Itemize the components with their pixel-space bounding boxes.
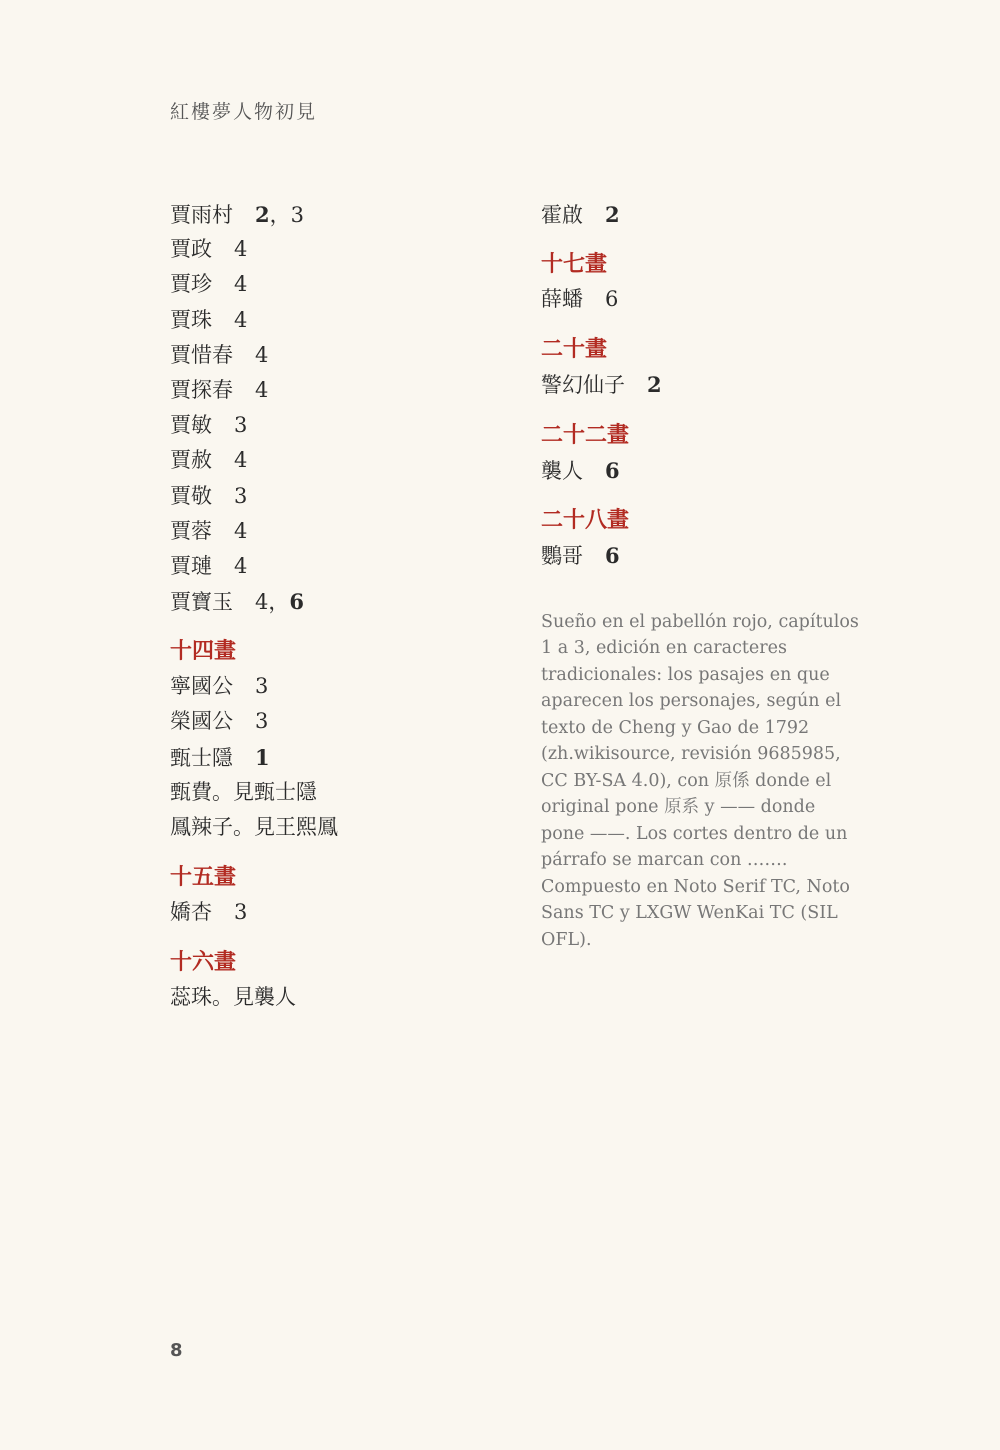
index-entry <box>170 740 500 775</box>
index-entry <box>541 282 861 317</box>
chapter-ref: 2 <box>605 202 620 227</box>
chapter-ref: 3 <box>234 413 248 438</box>
entry-name: 嬌杏 <box>170 900 212 925</box>
index-entry <box>170 479 500 514</box>
index-entry <box>170 514 500 549</box>
chapter-ref: 4 <box>234 307 248 332</box>
page-number: 8 <box>170 1340 183 1361</box>
index-entry <box>170 980 500 1015</box>
entry-name: 鸚哥 <box>541 543 583 568</box>
index-entry <box>541 538 861 573</box>
chapter-ref: 6 <box>289 589 304 615</box>
chapter-ref: 4 <box>234 518 248 543</box>
index-column-left <box>170 197 500 1016</box>
chapter-ref: 6 <box>605 457 620 483</box>
stroke-count-heading: 二十畫 <box>541 337 608 363</box>
entry-name: 甄費。見甄士隱 <box>170 779 317 804</box>
index-entry <box>170 775 500 810</box>
entry-name: 賈珠 <box>170 307 212 332</box>
index-entry <box>170 895 500 930</box>
running-head: 紅樓夢人物初見 <box>170 101 318 123</box>
entry-name: 蕊珠。見襲人 <box>170 985 296 1010</box>
colophon-note: Sueño en el pabellón rojo, capítulos 1 a 3, edición en caracteres tradicionales: los pasajes en que aparecen los personajes, según el texto de Cheng y Gao de 1792 (zh.wikisource, revisión 9685985, CC BY-SA 4.0), con 原係 donde el original pone 原系 y —— donde pone ——. Los cortes dentro de un párrafo se marcan con ……. Compuesto en Noto Serif TC, Noto Sans TC y LXGW WenKai TC (SIL OFL). <box>541 611 859 950</box>
index-entry <box>541 197 861 232</box>
entry-name: 甄士隱 <box>170 745 233 770</box>
index-column-right <box>541 197 861 953</box>
entry-name: 賈璉 <box>170 553 212 578</box>
stroke-count-heading: 二十二畫 <box>541 422 630 448</box>
index-list-right <box>541 197 861 573</box>
entry-name: 賈雨村 <box>170 203 233 227</box>
chapter-ref: 3 <box>234 900 248 925</box>
index-entry <box>170 549 500 584</box>
chapter-ref: 4 <box>234 272 248 297</box>
index-entry <box>170 443 500 478</box>
index-entry <box>170 197 500 232</box>
entry-name: 榮國公 <box>170 709 233 734</box>
entry-name: 賈敏 <box>170 413 212 438</box>
entry-name: 警幻仙子 <box>541 373 625 398</box>
entry-name: 霍啟 <box>541 203 583 227</box>
stroke-count-heading: 十六畫 <box>170 950 237 976</box>
entry-name: 賈探春 <box>170 377 233 402</box>
entry-name: 賈蓉 <box>170 518 212 543</box>
index-entry <box>541 367 861 402</box>
index-entry <box>170 704 500 739</box>
entry-name: 寧國公 <box>170 674 233 699</box>
chapter-ref: 4 <box>255 377 269 402</box>
chapter-ref: 2 <box>647 372 662 398</box>
index-entry <box>170 232 500 267</box>
entry-name: 薛蟠 <box>541 287 583 312</box>
stroke-count-heading: 二十八畫 <box>541 507 630 533</box>
index-entry <box>170 373 500 408</box>
entry-name: 鳳辣子。見王熙鳳 <box>170 815 338 839</box>
stroke-count-heading: 十五畫 <box>170 865 237 891</box>
index-entry <box>541 453 861 488</box>
chapter-ref: 3 <box>255 674 269 699</box>
entry-name: 賈惜春 <box>170 342 233 367</box>
index-entry <box>170 267 500 302</box>
index-entry <box>170 810 500 845</box>
chapter-ref: 3 <box>255 709 269 734</box>
chapter-ref: 4 <box>234 237 248 262</box>
stroke-count-heading: 十七畫 <box>541 252 608 278</box>
entry-name: 賈寶玉 <box>170 590 233 615</box>
entry-name: 賈赦 <box>170 448 212 473</box>
chapter-ref: 6 <box>605 542 620 568</box>
chapter-ref: 3 <box>290 203 304 227</box>
chapter-ref: 4 <box>234 553 248 578</box>
stroke-count-heading: 十四畫 <box>170 639 237 665</box>
entry-name: 賈敬 <box>170 483 212 508</box>
chapter-ref: 4 <box>255 342 269 367</box>
index-entry <box>170 669 500 704</box>
ref-separator: ， <box>268 590 290 615</box>
index-entry <box>170 408 500 443</box>
ref-separator: ， <box>269 203 291 227</box>
index-entry <box>170 584 500 619</box>
chapter-ref: 2 <box>255 202 270 227</box>
entry-name: 襲人 <box>541 458 583 483</box>
chapter-ref: 4 <box>234 448 248 473</box>
index-entry <box>170 338 500 373</box>
chapter-ref: 3 <box>234 483 248 508</box>
chapter-ref: 6 <box>605 287 619 312</box>
chapter-ref: 4 <box>255 590 269 615</box>
chapter-ref: 1 <box>255 744 270 770</box>
index-entry <box>170 303 500 338</box>
entry-name: 賈珍 <box>170 272 212 297</box>
entry-name: 賈政 <box>170 237 212 262</box>
